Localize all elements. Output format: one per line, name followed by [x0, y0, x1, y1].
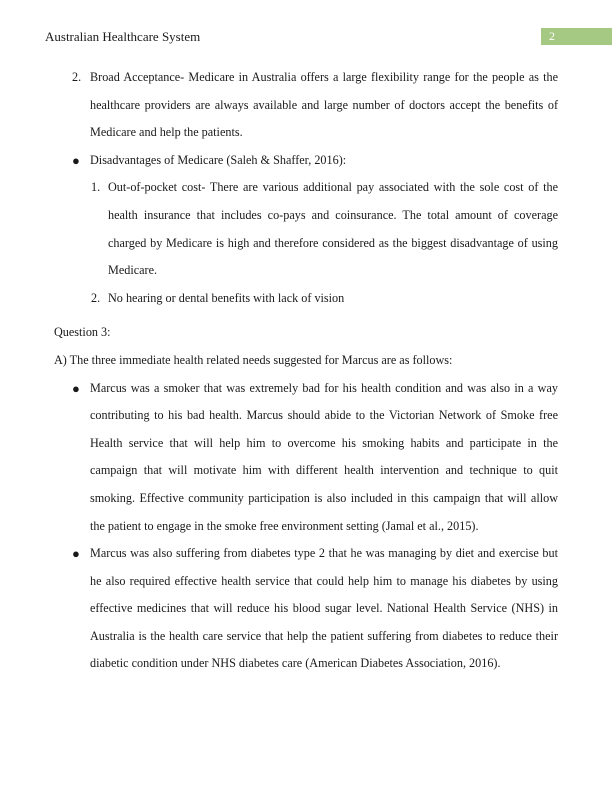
paragraph: Broad Acceptance- Medicare in Australia offers a large flexibility range for the people as the healthcare providers are always available and large number of doctors accept the benefits of Medicare and help the patients.	[90, 70, 558, 140]
paragraph: Marcus was a smoker that was extremely bad for his health condition and was also in a way contributing to his bad health. Marcus should abide to the Victorian Network of Smoke free Health service that will help him to overcome his smoking habits and participate in the campaign that will motivate him with different health intervention and technique to quit smoking. Effective community participation is also included in this campaign that will allow the patient to engage in the smoke free environment setting (Jamal et al., 2015).	[90, 380, 558, 533]
bullet-item	[72, 540, 558, 678]
document-body	[54, 64, 558, 678]
sub-list-item	[91, 174, 558, 284]
list-number: 2.	[72, 70, 82, 84]
header-title: Australian Healthcare System	[45, 29, 201, 44]
bullet-icon: ●	[72, 546, 80, 562]
bullet-icon: ●	[72, 152, 80, 168]
list-number: 2.	[91, 290, 101, 305]
answer-intro: A) The three immediate health related needs suggested for Marcus are as follows:	[54, 352, 453, 367]
question-heading: Question 3:	[54, 325, 111, 340]
paragraph: Out-of-pocket cost- There are various additional pay associated with the sole cost of the health insurance that includes co-pays and coinsurance. The total amount of coverage charged by Medicare is high and therefore considered as the biggest disadvantage of using Medicare.	[108, 180, 558, 278]
paragraph: Disadvantages of Medicare (Saleh & Shaffer, 2016):	[90, 152, 347, 167]
paragraph: No hearing or dental benefits with lack of vision	[108, 290, 345, 305]
bullet-icon: ●	[72, 380, 80, 396]
paragraph: Marcus was also suffering from diabetes type 2 that he was managing by diet and exercise but he also required effective health service that could help him to manage his diabetes by using effective medicines that will reduce his blood sugar level. National Health Service (NHS) in Australia is the health care service that help the patient suffering from diabetes to reduce their diabetic condition under NHS diabetes care (American Diabetes Association, 2016).	[90, 546, 558, 671]
bullet-item	[72, 375, 558, 541]
page-number: 2	[541, 28, 612, 45]
list-item-broad-acceptance	[72, 64, 558, 147]
bullet-disadvantages	[72, 147, 558, 175]
sub-list-item	[91, 285, 558, 313]
list-number: 1.	[91, 180, 101, 195]
